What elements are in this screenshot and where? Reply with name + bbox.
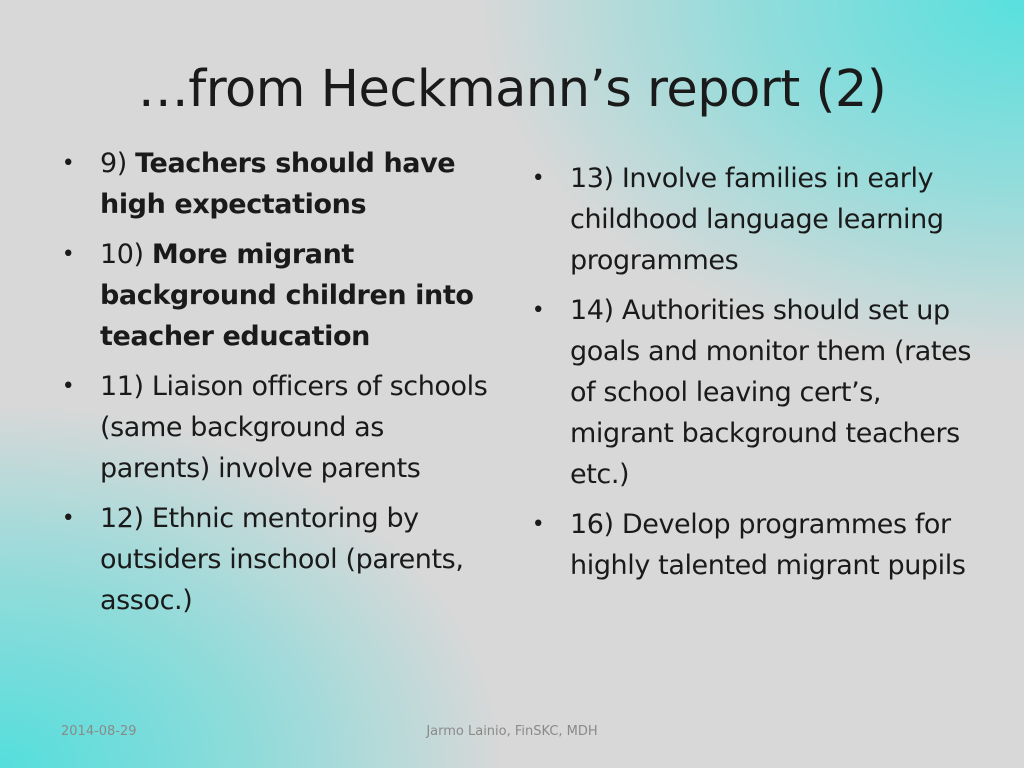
bullet-icon: • — [531, 298, 545, 323]
bullet-icon: • — [61, 151, 75, 176]
item-text: Teachers should have high expectations — [100, 148, 456, 220]
list-item — [58, 366, 488, 489]
list-item — [528, 158, 978, 281]
bullet-icon: • — [531, 512, 545, 537]
footer-date: 2014-08-29 — [61, 724, 137, 739]
item-number: 10) — [100, 239, 152, 270]
list-item — [528, 504, 978, 586]
bullet-icon: • — [61, 506, 75, 531]
right-bullet-list — [528, 158, 978, 595]
item-text: 13) Involve families in early childhood language learning programmes — [570, 163, 944, 276]
list-item — [528, 290, 978, 495]
bullet-icon: • — [61, 242, 75, 267]
left-bullet-list — [58, 143, 488, 630]
list-item — [58, 498, 488, 621]
footer-author: Jarmo Lainio, FinSKC, MDH — [426, 724, 598, 739]
bullet-icon: • — [531, 166, 545, 191]
bullet-icon: • — [61, 374, 75, 399]
item-text: 12) Ethnic mentoring by outsiders inschool (parents, assoc.) — [100, 503, 464, 616]
list-item — [58, 234, 488, 357]
slide-title: …from Heckmann’s report (2) — [137, 60, 887, 119]
item-text: More migrant background children into teacher education — [100, 239, 474, 352]
list-item — [58, 143, 488, 225]
item-text: 11) Liaison officers of schools (same background as parents) involve parents — [100, 371, 488, 484]
item-number: 9) — [100, 148, 136, 179]
item-text: 14) Authorities should set up goals and monitor them (rates of school leaving cert’s, migrant background teachers etc.) — [570, 295, 971, 490]
item-text: 16) Develop programmes for highly talented migrant pupils — [570, 509, 966, 581]
